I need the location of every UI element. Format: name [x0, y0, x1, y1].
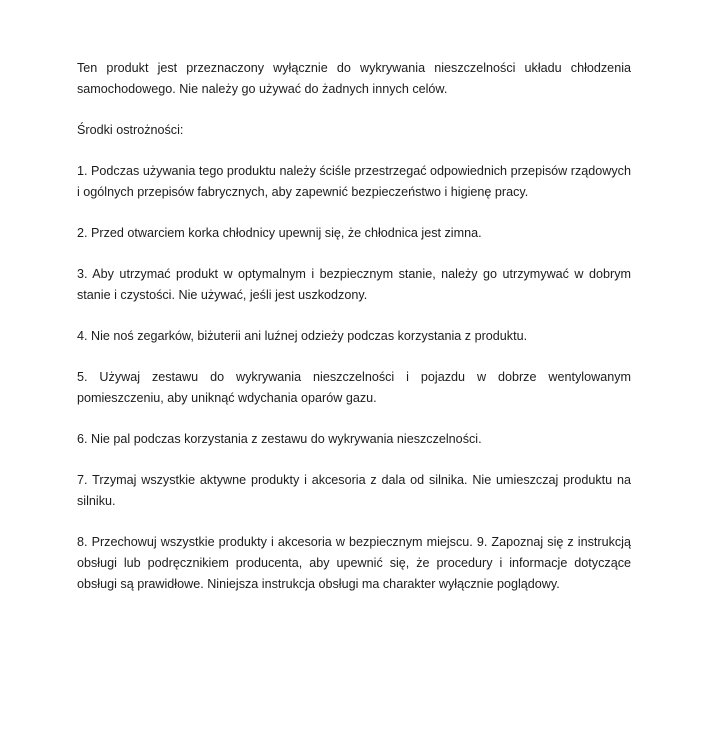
precaution-item-1: 1. Podczas używania tego produktu należy ściśle przestrzegać odpowiednich przepisów rządowych i ogólnych przepisów fabrycznych, aby zapewnić bezpieczeństwo i higienę pracy. [77, 164, 631, 199]
precaution-item-8: 8. Przechowuj wszystkie produkty i akcesoria w bezpiecznym miejscu. 9. Zapoznaj się z instrukcją obsługi lub podręcznikiem producenta, aby upewnić się, że procedury i informacje dotyczące obsługi są prawidłowe. Niniejsza instrukcja obsługi ma charakter wyłącznie poglądowy. [77, 535, 631, 591]
precaution-item-3: 3. Aby utrzymać produkt w optymalnym i bezpiecznym stanie, należy go utrzymywać w dobrym stanie i czystości. Nie używać, jeśli jest uszkodzony. [77, 267, 631, 302]
precautions-heading: Środki ostrożności: [77, 123, 184, 137]
precaution-item-2: 2. Przed otwarciem korka chłodnicy upewnij się, że chłodnica jest zimna. [77, 226, 482, 240]
precaution-item-6: 6. Nie pal podczas korzystania z zestawu do wykrywania nieszczelności. [77, 432, 482, 446]
precaution-item-7: 7. Trzymaj wszystkie aktywne produkty i akcesoria z dala od silnika. Nie umieszczaj produktu na silniku. [77, 473, 631, 508]
document-body [77, 58, 631, 615]
precaution-item-5: 5. Używaj zestawu do wykrywania nieszczelności i pojazdu w dobrze wentylowanym pomieszczeniu, aby uniknąć wdychania oparów gazu. [77, 370, 631, 405]
intro-paragraph: Ten produkt jest przeznaczony wyłącznie do wykrywania nieszczelności układu chłodzenia samochodowego. Nie należy go używać do żadnych innych celów. [77, 61, 631, 96]
precaution-item-4: 4. Nie noś zegarków, biżuterii ani luźnej odzieży podczas korzystania z produktu. [77, 329, 528, 343]
